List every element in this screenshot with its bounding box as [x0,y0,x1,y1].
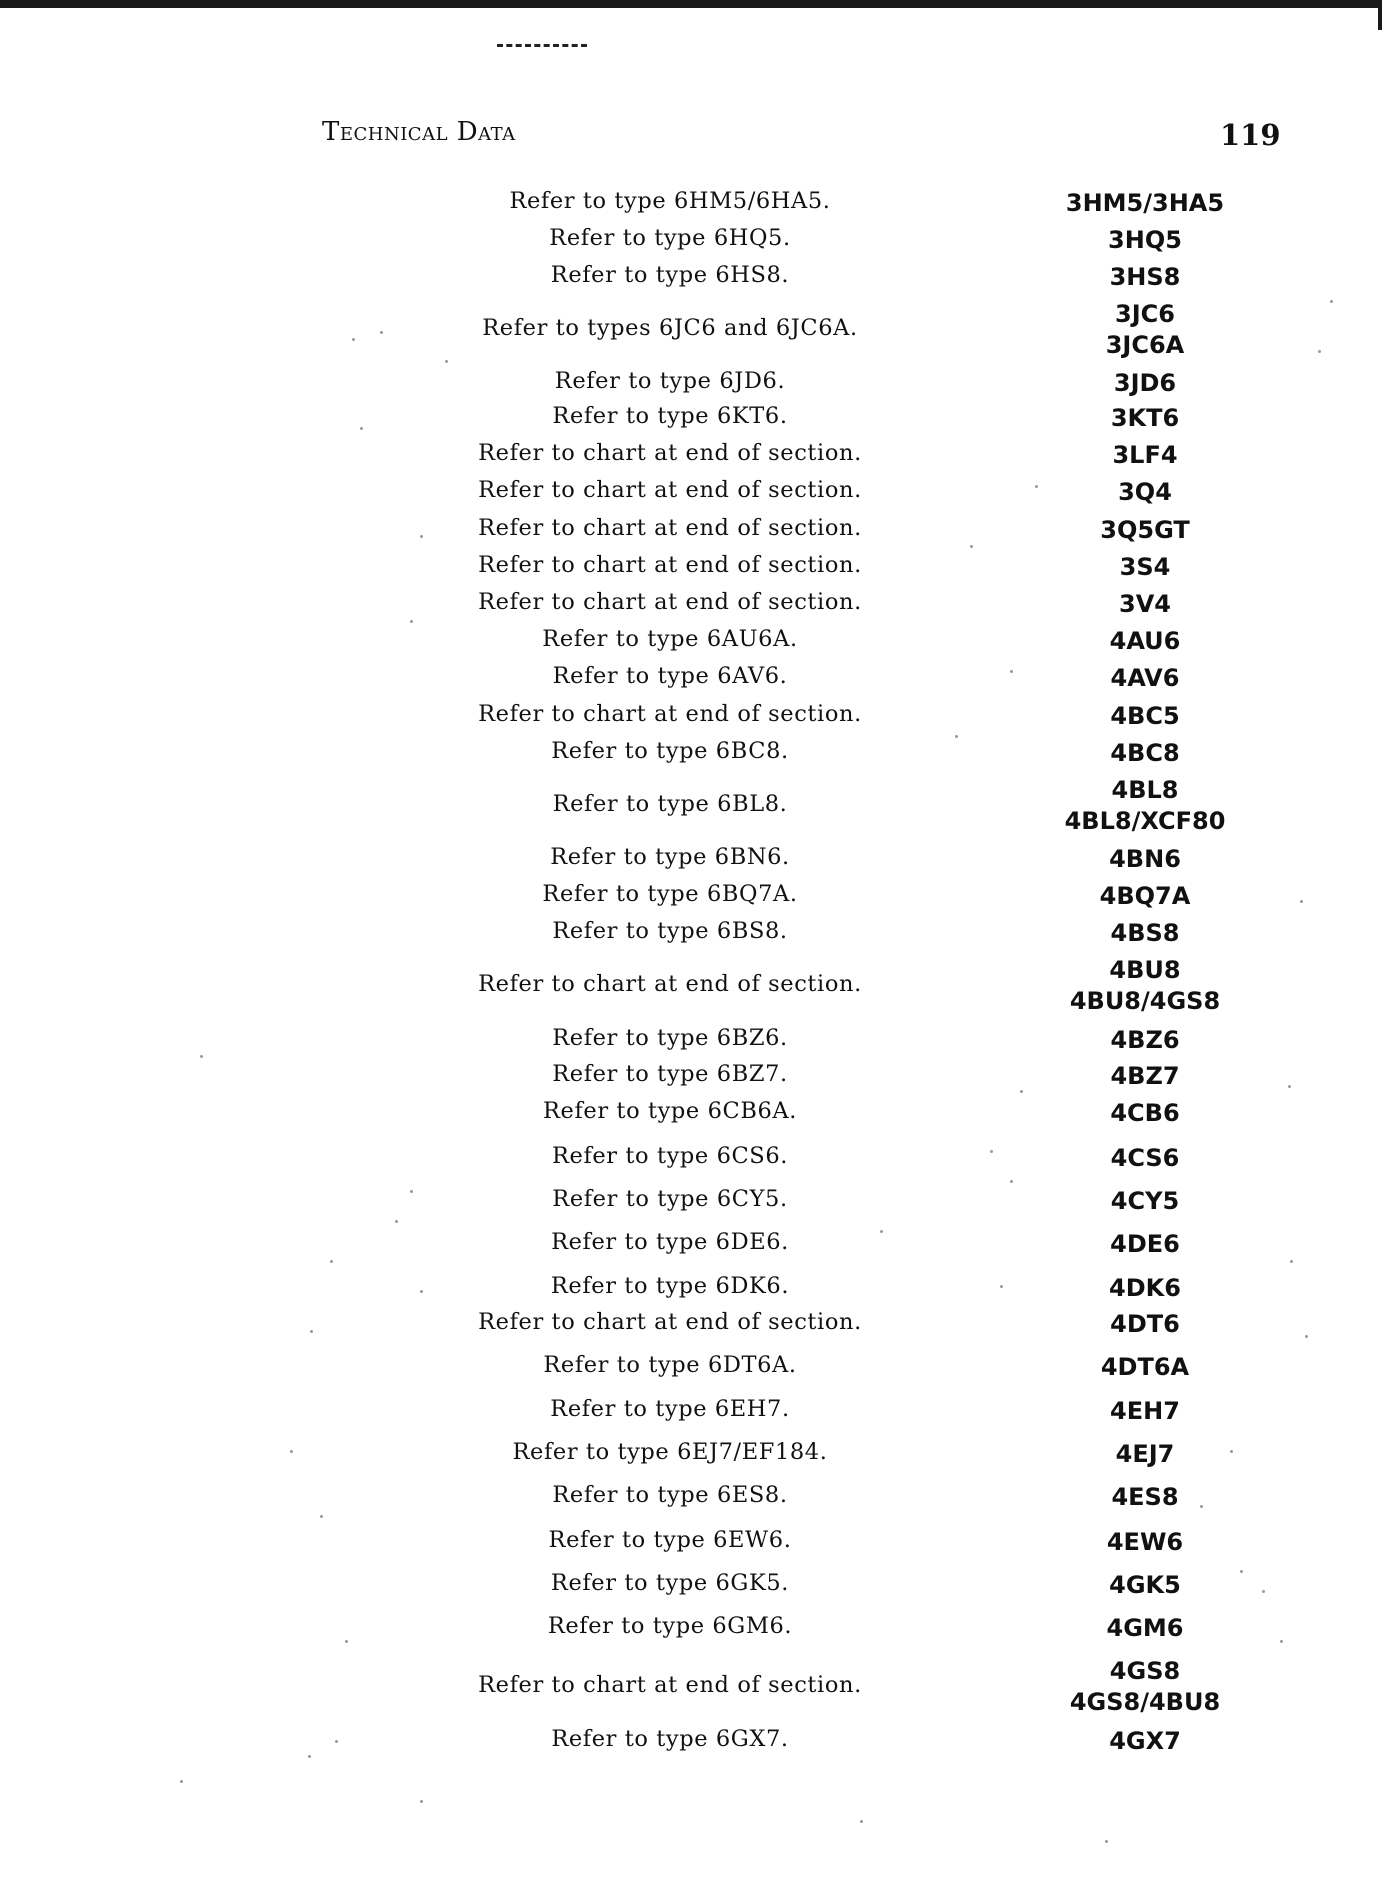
scan-speck [1240,1570,1243,1573]
tube-type-code: 3Q5GT [1100,515,1190,544]
reference-text: Refer to type 6AU6A. [542,626,798,652]
scan-speck [990,1150,993,1153]
scan-speck [1200,1505,1203,1508]
tube-types [1010,738,1280,769]
reference-text: Refer to type 6HS8. [550,262,790,288]
tube-types [1010,1396,1280,1427]
tube-type-code: 4BL8/XCF80 [1064,807,1226,835]
scan-speck [1010,670,1013,673]
tube-types [1010,515,1280,546]
tube-type-code: 4GS8 [1109,1657,1181,1685]
reference-text: Refer to chart at end of section. [478,1309,862,1335]
tube-types [1010,477,1280,508]
scan-speck [380,331,383,334]
reference-text: Refer to type 6BZ7. [552,1061,788,1087]
tube-types [1010,844,1280,875]
tube-type-code: 3Q4 [1118,477,1172,506]
tube-type-code: 3JC6A [1105,331,1185,359]
tube-type-code: 4EH7 [1110,1396,1180,1425]
reference-text: Refer to type 6BS8. [552,918,788,944]
reference-text: Refer to type 6AV6. [552,663,788,689]
tube-type-code: 4BC8 [1110,738,1180,767]
reference-text: Refer to type 6BL8. [552,791,788,817]
reference-text: Refer to type 6EH7. [550,1396,790,1422]
reference-text: Refer to type 6DE6. [551,1229,789,1255]
scan-speck [335,1740,338,1743]
tube-type-code: 4DT6 [1110,1309,1180,1338]
tube-types [1010,1229,1280,1260]
reference-text: Refer to chart at end of section. [478,552,862,578]
tube-type-code: 4GX7 [1109,1726,1181,1755]
reference-text: Refer to type 6CS6. [552,1143,788,1169]
scan-speck [420,1800,423,1803]
tube-types [1010,918,1280,949]
tube-types [1010,881,1280,912]
tube-type-code: 4BL8 [1111,776,1179,804]
tube-types [1010,1726,1280,1757]
reference-text: Refer to type 6DK6. [550,1273,790,1299]
reference-text: Refer to chart at end of section. [478,701,862,727]
scan-speck [320,1515,323,1518]
tube-type-code: 4EJ7 [1115,1439,1175,1468]
scan-speck [310,1330,313,1333]
tube-types [1010,1570,1280,1601]
tube-type-code: 3V4 [1119,589,1171,618]
tube-type-code: 4EW6 [1106,1527,1184,1556]
tube-type-code: 4DT6A [1100,1352,1190,1381]
reference-text: Refer to type 6BQ7A. [542,881,798,907]
tube-type-code: 4CY5 [1110,1186,1180,1215]
tube-type-code: 4AV6 [1110,663,1180,692]
tube-type-code: 3HQ5 [1108,225,1182,254]
scan-speck [420,1290,423,1293]
scan-speck [1020,1090,1023,1093]
reference-text: Refer to type 6CY5. [552,1186,788,1212]
tube-types [1010,1025,1280,1056]
scan-speck [955,735,958,738]
reference-text: Refer to chart at end of section. [478,589,862,615]
reference-text: Refer to type 6ES8. [552,1482,788,1508]
scan-speck [880,1230,883,1233]
scan-speck [1305,1335,1308,1338]
tube-type-code: 4BU8 [1109,956,1181,984]
tube-types [1010,1439,1280,1470]
reference-text: Refer to type 6BZ6. [552,1025,788,1051]
scan-speck [445,360,448,363]
reference-text: Refer to type 6GX7. [551,1726,789,1752]
scan-speck [395,1220,398,1223]
scan-speck [330,1260,333,1263]
tube-type-code: 4CS6 [1110,1143,1180,1172]
tube-type-code: 3KT6 [1110,403,1180,432]
scan-speck [1318,350,1321,353]
tube-type-code: 4GM6 [1106,1613,1184,1642]
tube-types [1010,1527,1280,1558]
tube-types [1010,1143,1280,1174]
tube-types [1010,225,1280,256]
scan-speck [1288,1085,1291,1088]
tube-types [1010,701,1280,732]
scan-speck [1262,1590,1265,1593]
reference-text: Refer to chart at end of section. [478,515,862,541]
scan-speck [860,1820,863,1823]
reference-text: Refer to chart at end of section. [478,971,862,997]
tube-types [1010,589,1280,620]
reference-text: Refer to types 6JC6 and 6JC6A. [482,315,858,341]
tube-type-code: 4CB6 [1110,1098,1180,1127]
tube-types [1010,1352,1280,1383]
scan-speck [1105,1840,1108,1843]
page-number: 119 [1220,118,1281,152]
reference-text: Refer to type 6GK5. [550,1570,790,1596]
tube-types [1010,663,1280,694]
scan-speck [1010,1180,1013,1183]
scan-speck [308,1755,311,1758]
reference-text: Refer to chart at end of section. [478,477,862,503]
tube-types [1010,1273,1280,1304]
reference-text: Refer to type 6BN6. [550,844,790,870]
tube-types [1010,188,1280,219]
tube-type-code: 3HS8 [1109,262,1181,291]
tube-type-code: 3HM5/3HA5 [1065,188,1225,217]
reference-text: Refer to type 6DT6A. [543,1352,797,1378]
reference-text: Refer to type 6KT6. [552,403,788,429]
reference-text: Refer to type 6JD6. [554,368,786,394]
scan-speck [1300,900,1303,903]
tube-type-code: 4DE6 [1110,1229,1180,1258]
scan-speck [345,1640,348,1643]
tube-type-code: 3LF4 [1112,440,1178,469]
tube-types [1010,1613,1280,1644]
tube-types [1010,368,1280,399]
tube-types [1010,299,1280,361]
tube-type-code: 4GS8/4BU8 [1069,1688,1221,1716]
scan-speck [970,545,973,548]
scan-speck [1000,1285,1003,1288]
running-head: Technical Data [322,117,516,147]
scan-speck [352,338,355,341]
reference-text: Refer to type 6HQ5. [549,225,791,251]
tube-types [1010,1061,1280,1092]
tube-type-code: 4ES8 [1111,1482,1179,1511]
scan-speck [290,1450,293,1453]
tube-types [1010,626,1280,657]
scan-speck [420,535,423,538]
reference-text: Refer to type 6EJ7/EF184. [512,1439,828,1465]
tube-types [1010,1309,1280,1340]
tube-types [1010,1482,1280,1513]
tube-type-code: 3JD6 [1113,368,1177,397]
tube-types [1010,1098,1280,1129]
scan-speck [200,1055,203,1058]
reference-text: Refer to type 6EW6. [548,1527,792,1553]
tube-type-code: 4BU8/4GS8 [1069,987,1221,1015]
tube-types [1010,403,1280,434]
scan-speck [360,427,363,430]
tube-types [1010,1656,1280,1718]
reference-text: Refer to chart at end of section. [478,440,862,466]
tube-type-code: 4BS8 [1110,918,1180,947]
tube-type-code: 3S4 [1119,552,1171,581]
reference-text: Refer to chart at end of section. [478,1672,862,1698]
tube-types [1010,262,1280,293]
tube-type-code: 4BZ7 [1110,1061,1180,1090]
scan-speck [180,1780,183,1783]
tube-types [1010,552,1280,583]
tube-type-code: 4DK6 [1109,1273,1181,1302]
scan-speck [1290,1260,1293,1263]
reference-text: Refer to type 6HM5/6HA5. [509,188,831,214]
tube-types [1010,1186,1280,1217]
scan-speck [410,1190,413,1193]
tube-type-code: 4AU6 [1109,626,1181,655]
tube-type-code: 4BQ7A [1099,881,1191,910]
scan-speck [410,620,413,623]
tube-types [1010,440,1280,471]
scan-speck [1330,300,1333,303]
tube-types [1010,775,1280,837]
tube-type-code: 4BC5 [1110,701,1180,730]
scan-speck [1035,485,1038,488]
reference-text: Refer to type 6BC8. [551,738,789,764]
reference-text: Refer to type 6CB6A. [543,1098,797,1124]
tube-type-code: 4BZ6 [1110,1025,1180,1054]
tube-types [1010,955,1280,1017]
scan-speck [1230,1450,1233,1453]
tube-type-code: 3JC6 [1115,300,1175,328]
tube-type-code: 4BN6 [1109,844,1181,873]
reference-text: Refer to type 6GM6. [547,1613,793,1639]
scan-speck [1280,1640,1283,1643]
tube-type-code: 4GK5 [1109,1570,1181,1599]
